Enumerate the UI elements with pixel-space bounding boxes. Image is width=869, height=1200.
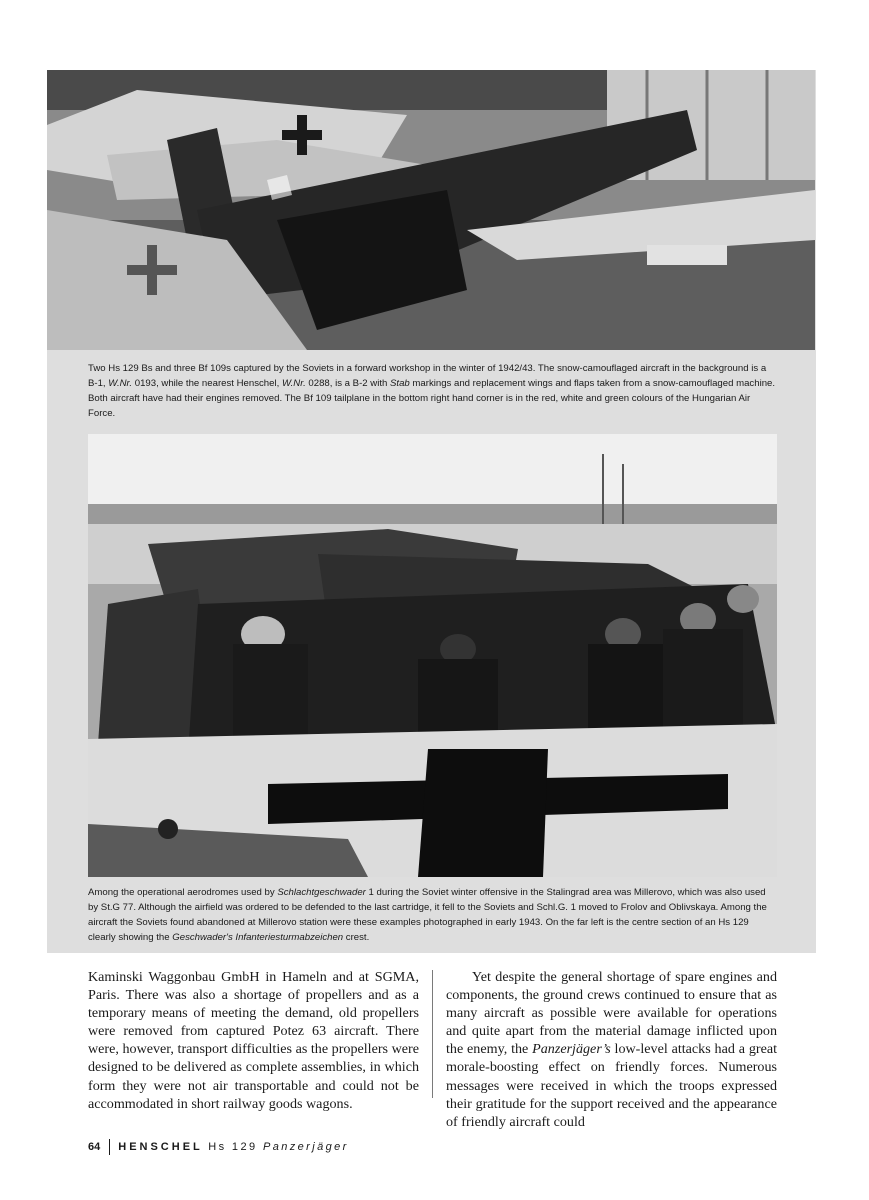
footer-divider — [109, 1139, 110, 1155]
body-text: Yet despite the general shortage of spare engines and components, the ground crews continued to ensure that as many aircraft as possible were available for operations and quite apart from the material damage inflicted upon the enemy, the — [446, 969, 777, 1058]
running-title — [118, 1141, 348, 1153]
body-column-right — [446, 968, 777, 1131]
running-title-series: Panzerjäger — [262, 1141, 349, 1153]
body-italic: Panzerjäger’s — [532, 1041, 611, 1058]
caption-text: crest. — [343, 932, 370, 943]
running-title-model: Hs 129 — [208, 1141, 258, 1153]
photo-millerovo-station — [88, 434, 777, 877]
caption-italic: Geschwader's Infanteriesturmabzeichen — [172, 932, 344, 943]
caption-text: markings and replacement wings and flaps taken from a snow-camouflaged machine. Both aircraft have had their engines removed. The Bf 109 tailplane in the bottom right hand corner is in the red, white and green colours of the Hungarian Air Force. — [88, 378, 776, 419]
caption-text: 1 during the Soviet winter offensive in the Stalingrad area was Millerovo, which was also used by St.G 77. Although the airfield was ordered to be defended to the last cartridge, it fell to the Soviets and Schl.G. 1 moved to Frolov and Oblivskaya. Among the aircraft the Soviets found abandoned at Millerovo station were these examples photographed in early 1943. On the far left is the centre section of an Hs 129 clearly showing the — [88, 887, 767, 943]
caption-italic: W.Nr. — [281, 378, 306, 389]
photo2-caption — [88, 885, 778, 945]
page-footer — [88, 1139, 349, 1155]
caption-italic: W.Nr. — [108, 378, 133, 389]
photo-captured-aircraft-workshop — [47, 70, 815, 350]
caption-text: Among the operational aerodromes used by — [88, 887, 278, 898]
photo1-caption — [88, 361, 778, 421]
body-text: low-level attacks had a great morale-boosting effect on friendly forces. Numerous messages were received in which the troops expressed their gratitude for the support received and the appearance of friendly aircraft could — [446, 1041, 777, 1130]
column-divider — [432, 970, 433, 1098]
caption-text: Two Hs 129 Bs and three Bf 109s captured by the Soviets in a forward workshop in the winter of 1942/43. The snow-camouflaged aircraft in the background is a B-1, — [88, 363, 767, 389]
caption-text: 0288, is a B-2 with — [305, 378, 390, 389]
body-column-left: Kaminski Waggonbau GmbH in Hameln and at SGMA, Paris. There was also a shortage of propellers and as a temporary means of meeting the demand, old propellers were removed from captured Potez 63 aircraft. There were, however, transport difficulties as the propellers were designed to be delivered as complete assemblies, in which form they were not air transportable and could not be accommodated in short railway goods wagons. — [88, 969, 419, 1112]
caption-text: 0193, while the nearest Henschel, — [132, 378, 282, 389]
page-number: 64 — [88, 1141, 101, 1153]
caption-italic: Schlachtgeschwader — [277, 887, 366, 898]
caption-italic: Stab — [390, 378, 410, 389]
running-title-brand: HENSCHEL — [118, 1141, 203, 1153]
